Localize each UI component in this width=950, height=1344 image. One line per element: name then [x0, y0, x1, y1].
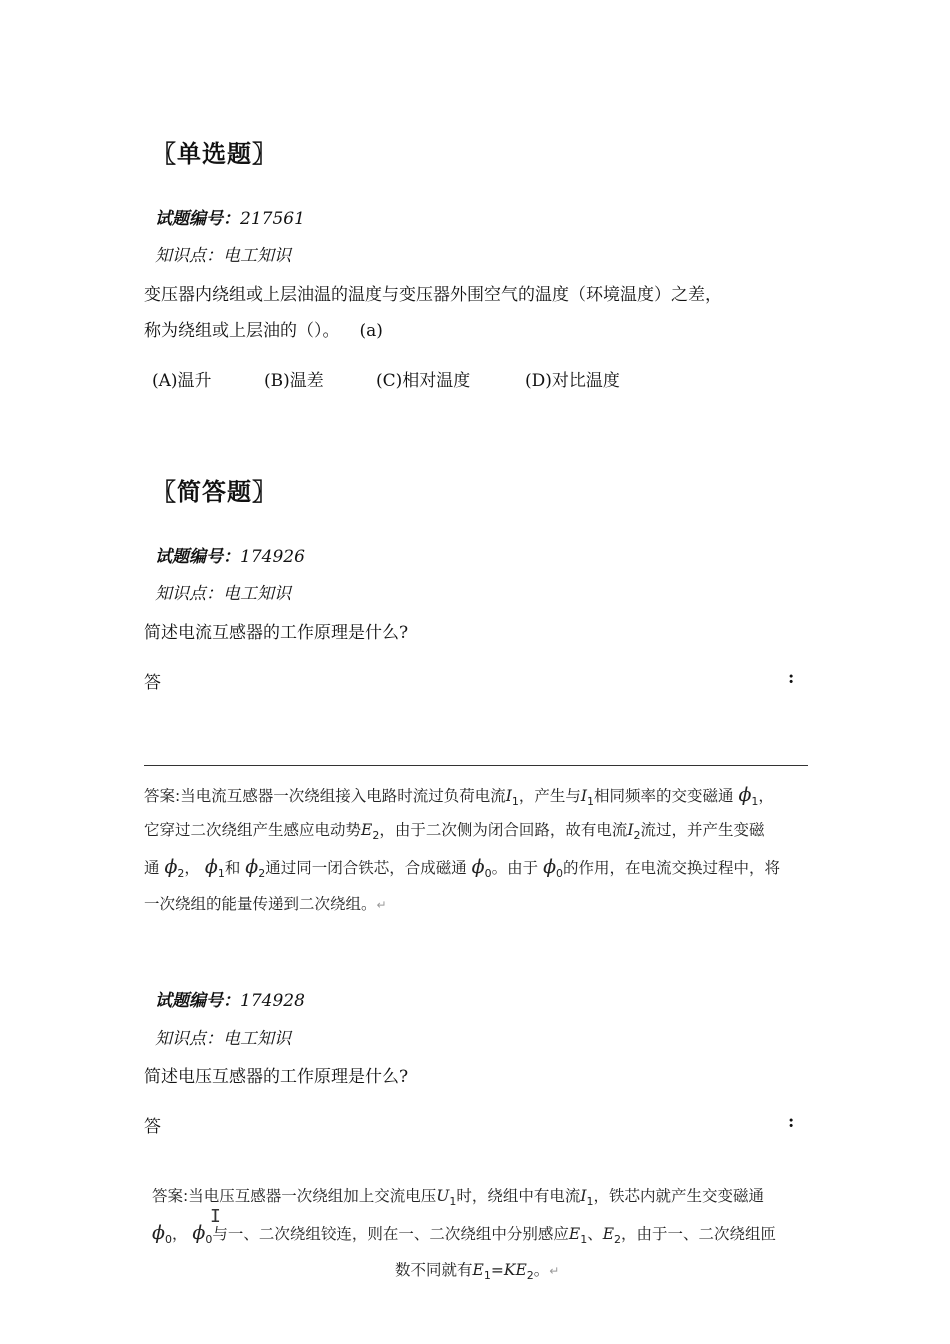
answer-key: (a) [359, 321, 383, 341]
question-text-line2-content: 称为绕组或上层油的（）。 [144, 321, 340, 341]
question-text: 简述电流互感器的工作原理是什么? [144, 623, 409, 643]
option-b: (B)温差 [264, 371, 324, 391]
question-text: 简述电压互感器的工作原理是什么? [144, 1067, 409, 1087]
paragraph-mark-icon: ↵ [376, 898, 387, 912]
answer-line-1: 答案:当电压互感器一次绕组加上交流电压$U_1$时，绕组中有电流$I_1$，铁芯内就产生交变磁通 [152, 1187, 764, 1208]
paragraph-mark-icon: ↵ [549, 1264, 560, 1278]
question-id-label: 试题编号： [155, 547, 240, 567]
question-id [155, 986, 305, 1011]
knowledge-point: 知识点：电工知识 [155, 584, 291, 604]
answer-label: 答 [144, 673, 161, 693]
section-title-single-choice: 〖单选题〗 [152, 139, 277, 168]
section-title-short-answer: 〖简答题〗 [152, 477, 277, 506]
question-id-label: 试题编号： [155, 991, 240, 1011]
knowledge-point: 知识点：电工知识 [155, 246, 291, 266]
answer-line-2: $\phi_0$， $\phi_0$与一、二次绕组铰连，则在一、二次绕组中分别感应$E_1$、$E_2$，由于一、二次绕组匝 [152, 1222, 777, 1246]
question-id-value: 174926 [240, 547, 305, 567]
text-cursor-icon: I [210, 1206, 221, 1227]
question-id-value: 217561 [240, 209, 305, 229]
question-id-value: 174928 [240, 991, 305, 1011]
question-id [155, 204, 305, 229]
knowledge-point: 知识点：电工知识 [155, 1029, 291, 1049]
option-c: (C)相对温度 [376, 371, 471, 391]
answer-colon: : [788, 668, 795, 688]
question-text-line1: 变压器内绕组或上层油温的温度与变压器外围空气的温度（环境温度）之差， [144, 285, 722, 305]
option-d: (D)对比温度 [525, 371, 620, 391]
divider-line [144, 765, 808, 766]
option-a: (A)温升 [152, 371, 212, 391]
answer-line-2: 它穿过二次绕组产生感应电动势$E_2$，由于二次侧为闭合回路，故有电流$I_2$流过，并产生变磁 [144, 821, 765, 842]
answer-label: 答 [144, 1117, 161, 1137]
question-id-label: 试题编号： [155, 209, 240, 229]
answer-line-1: 答案:当电流互感器一次绕组接入电路时流过负荷电流$I_1$，产生与$I_1$相同频率的交变磁通 $\phi_1$， [144, 784, 774, 808]
answer-line-4: 一次绕组的能量传递到二次绕组。↵ [144, 895, 387, 913]
answer-line-3: 通 $\phi_2$， $\phi_1$和 $\phi_2$通过同一闭合铁芯，合成磁通 $\phi_0$。由于 $\phi_0$的作用，在电流交换过程中，将 [144, 856, 781, 880]
answer-line-3: 数不同就有$E_1=KE_2$。↵ [395, 1261, 560, 1282]
answer-colon: : [788, 1112, 795, 1132]
question-text-line2 [144, 316, 383, 341]
question-id [155, 542, 305, 567]
phi-symbol: ϕ [738, 784, 752, 806]
